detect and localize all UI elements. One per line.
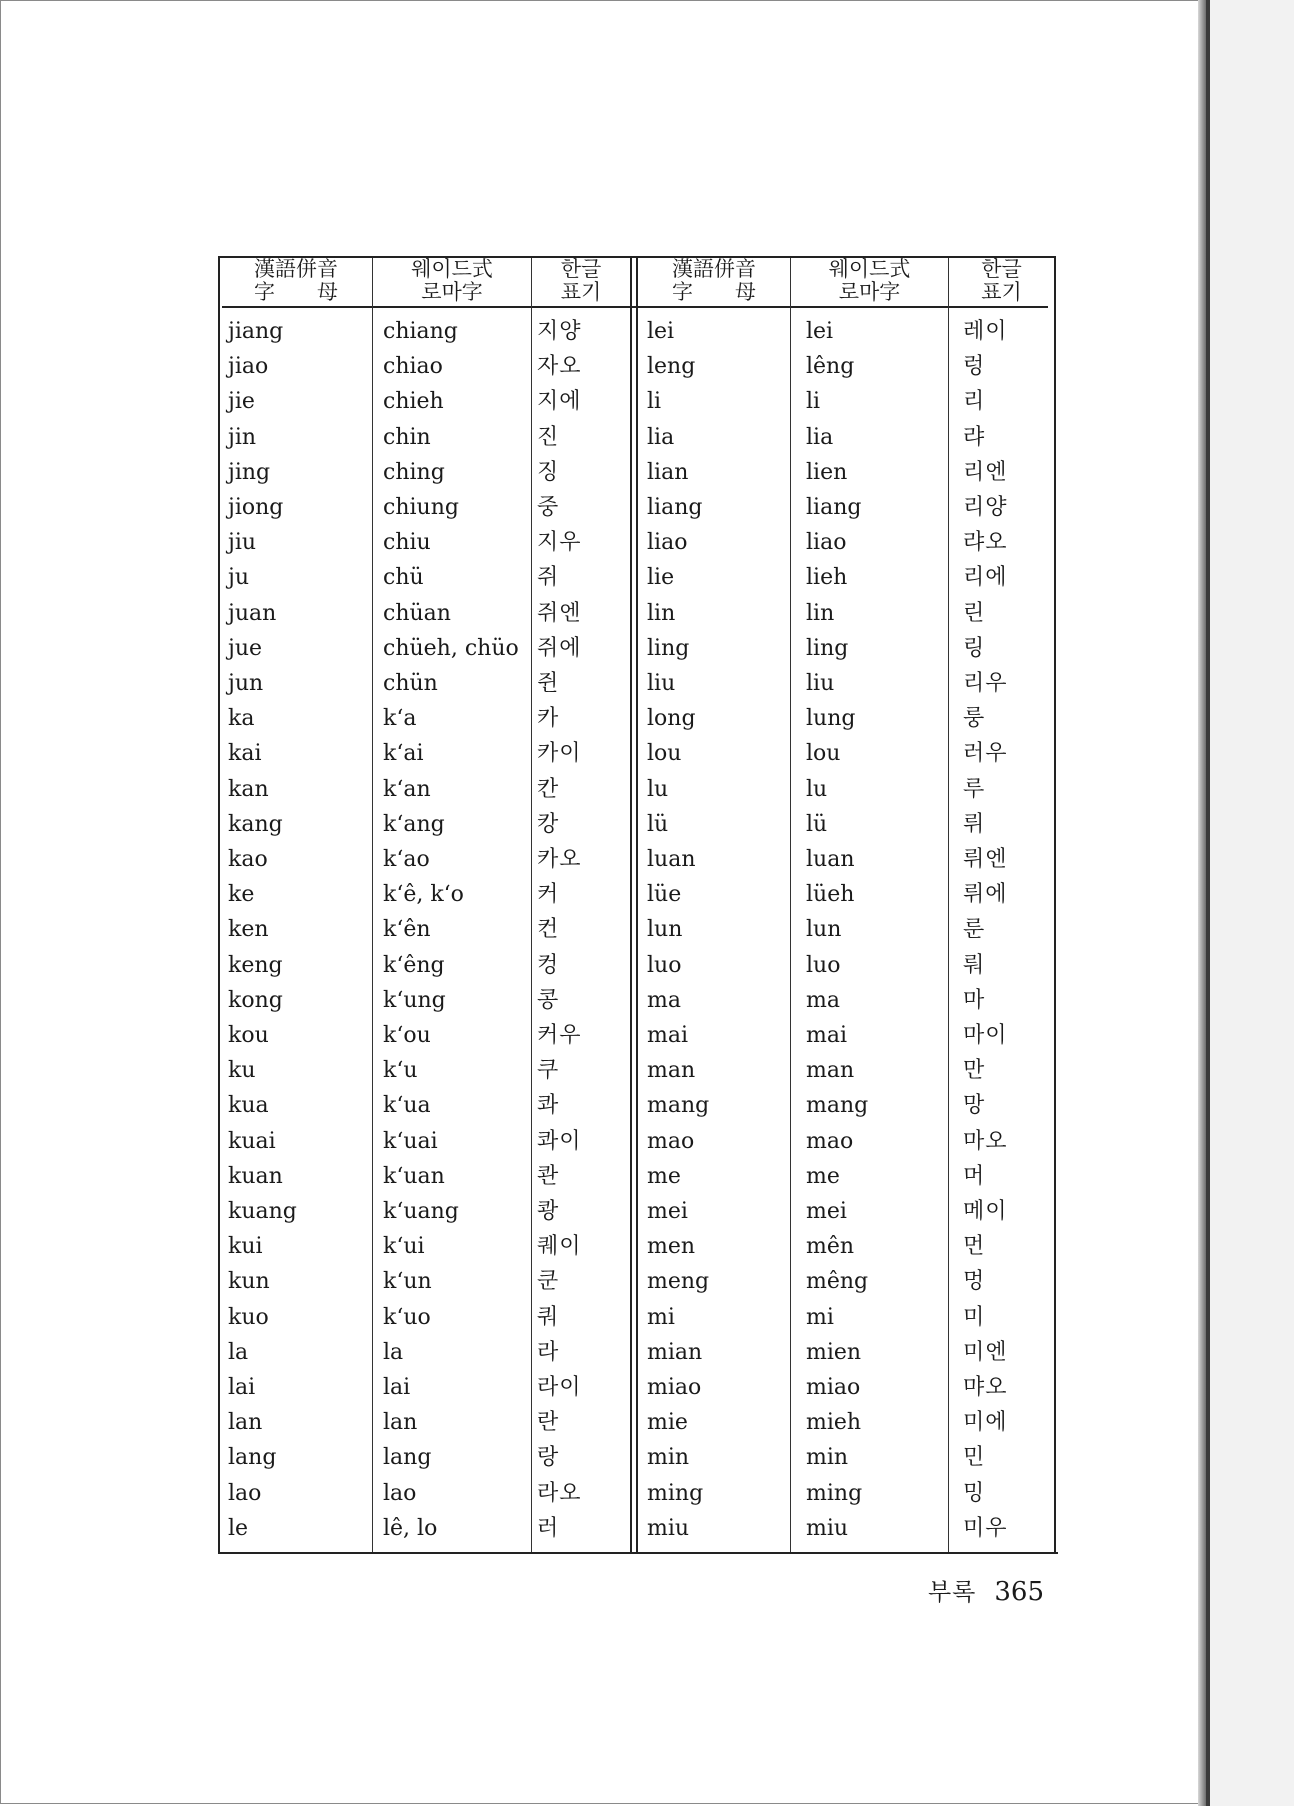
- cell-wade-right: liao: [806, 530, 847, 556]
- cell-pinyin-right: mang: [647, 1093, 710, 1119]
- col-divider-4: [790, 258, 791, 1552]
- cell-pinyin-right: liu: [647, 671, 676, 696]
- cell-pinyin-left: kui: [228, 1234, 263, 1260]
- cell-hangul-right: 먼: [963, 1234, 986, 1260]
- cell-hangul-right: 멍: [963, 1269, 986, 1295]
- cell-wade-left: la: [383, 1339, 404, 1365]
- cell-pinyin-right: mian: [647, 1339, 703, 1365]
- cell-wade-right: lêng: [806, 354, 855, 380]
- cell-pinyin-right: mi: [647, 1304, 675, 1330]
- cell-wade-left: k‘ên: [383, 917, 431, 943]
- cell-wade-left: chüeh, chüo: [383, 635, 519, 661]
- cell-hangul-right: 루: [963, 776, 986, 802]
- cell-hangul-right: 렁: [963, 354, 986, 380]
- cell-hangul-left: 콩: [537, 987, 560, 1013]
- cell-pinyin-left: juan: [228, 600, 277, 626]
- cell-hangul-left: 지우: [537, 530, 582, 556]
- cell-wade-left: lê, lo: [383, 1515, 438, 1541]
- cell-pinyin-right: li: [647, 389, 662, 415]
- cell-pinyin-right: min: [647, 1445, 690, 1471]
- cell-hangul-left: 카이: [537, 741, 582, 767]
- cell-pinyin-left: ku: [228, 1058, 256, 1084]
- cell-hangul-right: 뤼엔: [963, 847, 1008, 872]
- cell-pinyin-left: lao: [228, 1480, 262, 1506]
- col-divider-2: [531, 258, 532, 1552]
- cell-pinyin-left: kua: [228, 1093, 269, 1119]
- cell-hangul-right: 밍: [963, 1480, 986, 1506]
- cell-hangul-right: 뤼: [963, 811, 986, 837]
- cell-wade-right: lun: [806, 917, 842, 943]
- appendix-label: 부록: [928, 1578, 977, 1606]
- cell-pinyin-left: jun: [228, 671, 264, 696]
- cell-wade-right: lieh: [806, 565, 848, 591]
- header-line-2: 표기: [981, 280, 1022, 304]
- header-line-1: 한글: [560, 257, 602, 281]
- cell-hangul-left: 징: [537, 459, 560, 485]
- cell-pinyin-right: lie: [647, 565, 675, 591]
- cell-pinyin-right: luan: [647, 847, 696, 872]
- cell-pinyin-left: ka: [228, 706, 255, 732]
- cell-hangul-left: 컨: [537, 917, 560, 943]
- cell-hangul-right: 랴: [963, 424, 986, 450]
- cell-hangul-left: 콰: [537, 1093, 560, 1119]
- cell-hangul-left: 쿤: [537, 1269, 560, 1295]
- cell-pinyin-left: kang: [228, 811, 283, 837]
- cell-pinyin-left: kuan: [228, 1163, 283, 1189]
- cell-hangul-left: 진: [537, 424, 560, 450]
- cell-wade-left: lai: [383, 1375, 411, 1400]
- cell-pinyin-right: liao: [647, 530, 688, 556]
- cell-hangul-left: 쿼: [537, 1304, 560, 1330]
- cell-wade-right: luan: [806, 847, 855, 872]
- cell-hangul-right: 민: [963, 1445, 986, 1471]
- cell-wade-right: mao: [806, 1128, 854, 1154]
- cell-pinyin-left: le: [228, 1515, 249, 1541]
- page-footer: [928, 1572, 1044, 1607]
- cell-pinyin-right: man: [647, 1058, 696, 1084]
- cell-pinyin-left: kong: [228, 987, 283, 1013]
- cell-wade-right: min: [806, 1445, 849, 1471]
- cell-hangul-right: 뤼에: [963, 882, 1008, 908]
- header-line-2: 로마字: [421, 280, 483, 304]
- cell-hangul-left: 지양: [537, 319, 582, 344]
- cell-wade-right: mêng: [806, 1269, 869, 1295]
- cell-hangul-left: 쾅: [537, 1199, 560, 1224]
- cell-hangul-right: 랴오: [963, 530, 1008, 556]
- cell-wade-left: k‘ua: [383, 1093, 431, 1119]
- cell-pinyin-right: meng: [647, 1269, 710, 1295]
- cell-wade-right: lu: [806, 776, 828, 802]
- cell-pinyin-left: ke: [228, 882, 255, 908]
- cell-pinyin-left: kao: [228, 847, 268, 872]
- cell-hangul-left: 쥐: [537, 565, 560, 591]
- cell-hangul-right: 룬: [963, 917, 986, 943]
- cell-pinyin-left: lai: [228, 1375, 256, 1400]
- cell-hangul-right: 먀오: [963, 1375, 1008, 1400]
- cell-pinyin-left: lang: [228, 1445, 277, 1471]
- cell-wade-left: lan: [383, 1410, 418, 1436]
- cell-wade-left: k‘ang: [383, 811, 445, 837]
- cell-hangul-left: 라오: [537, 1480, 582, 1506]
- cell-hangul-right: 룽: [963, 706, 986, 732]
- cell-hangul-left: 캉: [537, 811, 560, 837]
- cell-hangul-left: 쿠: [537, 1058, 560, 1084]
- cell-hangul-right: 머: [963, 1163, 986, 1189]
- cell-wade-right: lung: [806, 706, 856, 732]
- cell-pinyin-right: men: [647, 1234, 696, 1260]
- cell-wade-left: k‘un: [383, 1269, 432, 1295]
- cell-hangul-right: 레이: [963, 319, 1008, 344]
- cell-pinyin-left: jiao: [228, 354, 269, 380]
- cell-hangul-left: 러: [537, 1515, 560, 1541]
- cell-pinyin-left: ken: [228, 917, 269, 943]
- col-divider-1: [372, 258, 373, 1552]
- cell-wade-right: li: [806, 389, 821, 415]
- cell-hangul-right: 리: [963, 389, 986, 415]
- col-divider-5: [948, 258, 949, 1552]
- cell-wade-left: chieh: [383, 389, 444, 415]
- cell-hangul-left: 퀘이: [537, 1234, 582, 1260]
- cell-wade-left: lang: [383, 1445, 432, 1471]
- cell-hangul-left: 카: [537, 706, 560, 732]
- cell-wade-left: k‘uan: [383, 1163, 445, 1189]
- cell-pinyin-left: ju: [228, 565, 249, 591]
- cell-hangul-left: 콰이: [537, 1128, 582, 1154]
- cell-pinyin-right: lei: [647, 319, 675, 344]
- cell-wade-left: k‘u: [383, 1058, 418, 1084]
- header-pinyin-left: [220, 256, 372, 306]
- cell-wade-left: k‘uang: [383, 1199, 459, 1224]
- cell-wade-left: ching: [383, 459, 445, 485]
- cell-hangul-left: 랑: [537, 1445, 560, 1471]
- cell-wade-left: chin: [383, 424, 431, 450]
- cell-wade-left: chün: [383, 671, 438, 696]
- cell-pinyin-left: kun: [228, 1269, 270, 1295]
- cell-hangul-left: 커: [537, 882, 560, 908]
- cell-wade-left: k‘a: [383, 706, 417, 732]
- cell-pinyin-right: lü: [647, 811, 669, 837]
- right-border: [1054, 256, 1056, 1554]
- header-line-1: 漢語併音: [254, 257, 338, 281]
- cell-hangul-right: 만: [963, 1058, 986, 1084]
- cell-pinyin-left: kai: [228, 741, 262, 767]
- cell-hangul-right: 미: [963, 1304, 986, 1330]
- header-rule: [222, 306, 1048, 308]
- cell-pinyin-left: jiang: [228, 319, 284, 344]
- center-double-rule-a: [630, 258, 632, 1552]
- cell-wade-left: k‘an: [383, 776, 431, 802]
- cell-wade-right: mi: [806, 1304, 834, 1330]
- cell-pinyin-left: kan: [228, 776, 269, 802]
- cell-wade-left: chü: [383, 565, 424, 591]
- header-line-2: 字 母: [672, 280, 756, 304]
- cell-wade-right: lien: [806, 459, 848, 485]
- cell-hangul-right: 린: [963, 600, 986, 626]
- cell-wade-left: chüan: [383, 600, 451, 626]
- cell-pinyin-right: liang: [647, 495, 703, 520]
- cell-hangul-right: 리에: [963, 565, 1008, 591]
- cell-pinyin-right: leng: [647, 354, 696, 380]
- header-wade-left: [373, 256, 531, 306]
- cell-pinyin-left: kou: [228, 1023, 269, 1048]
- cell-hangul-left: 라: [537, 1339, 560, 1365]
- cell-wade-right: mên: [806, 1234, 855, 1260]
- cell-pinyin-left: jin: [228, 424, 257, 450]
- header-line-1: 한글: [981, 257, 1022, 281]
- header-pinyin-right: [638, 256, 790, 306]
- cell-pinyin-right: mai: [647, 1023, 689, 1048]
- cell-wade-left: k‘êng: [383, 952, 445, 978]
- cell-hangul-left: 컹: [537, 952, 560, 978]
- cell-wade-left: k‘ui: [383, 1234, 425, 1260]
- cell-hangul-left: 중: [537, 495, 560, 520]
- book-spine-shadow: [1198, 0, 1206, 1806]
- cell-hangul-right: 마: [963, 987, 986, 1013]
- cell-wade-right: miao: [806, 1375, 861, 1400]
- romanization-table: [218, 256, 1058, 1554]
- cell-hangul-left: 카오: [537, 847, 582, 872]
- cell-pinyin-right: mei: [647, 1199, 688, 1224]
- cell-wade-left: k‘ung: [383, 987, 446, 1013]
- cell-wade-left: chiu: [383, 530, 431, 556]
- cell-hangul-right: 미우: [963, 1515, 1008, 1541]
- page-number: 365: [994, 1577, 1045, 1607]
- header-line-2: 字 母: [254, 280, 338, 304]
- cell-hangul-left: 자오: [537, 354, 582, 380]
- cell-hangul-left: 지에: [537, 389, 582, 415]
- cell-pinyin-right: miu: [647, 1515, 690, 1541]
- header-line-2: 표기: [560, 280, 602, 304]
- header-line-1: 웨이드式: [828, 257, 911, 281]
- cell-wade-right: luo: [806, 952, 841, 978]
- cell-wade-right: man: [806, 1058, 855, 1084]
- cell-hangul-right: 망: [963, 1093, 986, 1119]
- cell-hangul-right: 리양: [963, 495, 1008, 520]
- cell-wade-right: mang: [806, 1093, 869, 1119]
- cell-pinyin-left: jiong: [228, 495, 284, 520]
- cell-pinyin-left: lan: [228, 1410, 263, 1436]
- cell-wade-right: mei: [806, 1199, 847, 1224]
- cell-wade-left: chiao: [383, 354, 443, 380]
- cell-pinyin-right: luo: [647, 952, 682, 978]
- header-hangul-left: [532, 256, 630, 306]
- cell-hangul-left: 란: [537, 1410, 560, 1436]
- cell-pinyin-right: lin: [647, 600, 676, 626]
- cell-hangul-right: 뤄: [963, 952, 986, 978]
- cell-wade-right: mai: [806, 1023, 848, 1048]
- center-double-rule-b: [636, 258, 638, 1552]
- cell-wade-left: k‘ou: [383, 1023, 431, 1048]
- cell-pinyin-right: lia: [647, 424, 675, 450]
- cell-wade-right: liang: [806, 495, 862, 520]
- cell-wade-left: chiang: [383, 319, 458, 344]
- cell-pinyin-right: mao: [647, 1128, 695, 1154]
- cell-wade-left: chiung: [383, 495, 459, 520]
- cell-wade-right: lou: [806, 741, 841, 767]
- header-line-1: 웨이드式: [411, 257, 493, 281]
- cell-wade-left: k‘uo: [383, 1304, 431, 1330]
- cell-pinyin-right: miao: [647, 1375, 702, 1400]
- cell-pinyin-left: la: [228, 1339, 249, 1365]
- cell-pinyin-right: ming: [647, 1480, 704, 1506]
- cell-wade-right: ma: [806, 987, 840, 1013]
- cell-wade-left: k‘uai: [383, 1128, 438, 1154]
- cell-wade-right: me: [806, 1163, 840, 1189]
- cell-pinyin-left: kuai: [228, 1128, 276, 1154]
- cell-wade-right: lü: [806, 811, 828, 837]
- cell-hangul-right: 마오: [963, 1128, 1008, 1154]
- cell-pinyin-right: lüe: [647, 882, 682, 908]
- cell-hangul-right: 리우: [963, 671, 1008, 696]
- cell-hangul-left: 커우: [537, 1023, 582, 1048]
- cell-hangul-right: 메이: [963, 1199, 1008, 1224]
- cell-hangul-right: 러우: [963, 741, 1008, 767]
- cell-hangul-left: 라이: [537, 1375, 582, 1400]
- cell-pinyin-left: jing: [228, 459, 271, 485]
- cell-hangul-left: 쥐에: [537, 635, 582, 661]
- cell-pinyin-right: lian: [647, 459, 689, 485]
- cell-wade-right: lüeh: [806, 882, 855, 908]
- cell-pinyin-right: long: [647, 706, 696, 732]
- cell-wade-right: miu: [806, 1515, 849, 1541]
- cell-wade-right: ling: [806, 635, 849, 661]
- cell-pinyin-left: kuo: [228, 1304, 269, 1330]
- cell-wade-right: ming: [806, 1480, 863, 1506]
- header-line-1: 漢語併音: [672, 257, 756, 281]
- cell-wade-left: k‘ao: [383, 847, 430, 872]
- cell-wade-right: lia: [806, 424, 834, 450]
- cell-pinyin-right: lu: [647, 776, 669, 802]
- header-wade-right: [791, 256, 948, 306]
- cell-pinyin-left: jiu: [228, 530, 257, 556]
- cell-wade-left: k‘ê, k‘o: [383, 882, 464, 908]
- cell-hangul-left: 콴: [537, 1163, 560, 1189]
- left-border: [218, 256, 220, 1554]
- cell-pinyin-right: lou: [647, 741, 682, 767]
- cell-hangul-left: 칸: [537, 776, 560, 802]
- cell-hangul-left: 쥔: [537, 671, 560, 696]
- cell-hangul-right: 미에: [963, 1410, 1008, 1436]
- bottom-rule: [218, 1552, 1058, 1554]
- cell-pinyin-right: ling: [647, 635, 690, 661]
- cell-hangul-right: 링: [963, 635, 986, 661]
- cell-hangul-right: 미엔: [963, 1339, 1008, 1365]
- cell-pinyin-left: jue: [228, 635, 263, 661]
- cell-wade-right: lin: [806, 600, 835, 626]
- cell-wade-left: k‘ai: [383, 741, 424, 767]
- cell-pinyin-left: keng: [228, 952, 283, 978]
- cell-wade-right: mien: [806, 1339, 862, 1365]
- header-line-2: 로마字: [838, 280, 901, 304]
- cell-pinyin-left: jie: [228, 389, 255, 415]
- outer-margin: [1210, 0, 1294, 1806]
- cell-wade-left: lao: [383, 1480, 417, 1506]
- cell-hangul-right: 리엔: [963, 459, 1008, 485]
- header-hangul-right: [949, 256, 1054, 306]
- cell-pinyin-right: lun: [647, 917, 683, 943]
- cell-hangul-left: 쥐엔: [537, 600, 582, 626]
- cell-pinyin-right: mie: [647, 1410, 688, 1436]
- cell-wade-right: lei: [806, 319, 834, 344]
- cell-wade-right: mieh: [806, 1410, 862, 1436]
- cell-pinyin-left: kuang: [228, 1199, 297, 1224]
- cell-pinyin-right: me: [647, 1163, 681, 1189]
- cell-pinyin-right: ma: [647, 987, 681, 1013]
- cell-hangul-right: 마이: [963, 1023, 1008, 1048]
- cell-wade-right: liu: [806, 671, 835, 696]
